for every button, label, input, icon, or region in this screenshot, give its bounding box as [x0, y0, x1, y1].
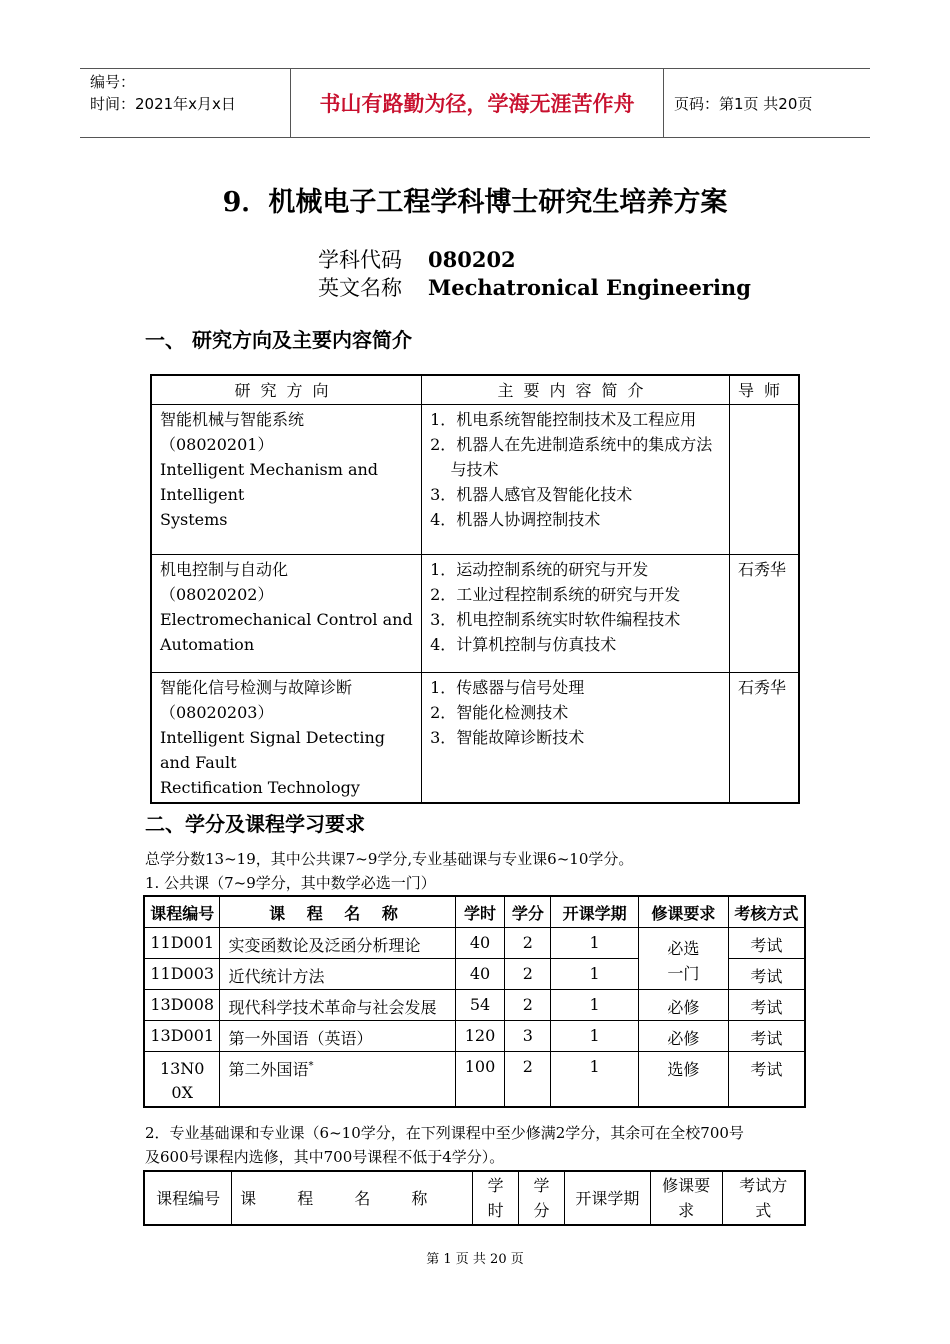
header-content: 主要内容简介 — [422, 375, 730, 405]
subject-code-value: 080202 — [428, 247, 516, 272]
direction-cell — [151, 405, 422, 555]
public-course-table — [143, 895, 806, 1108]
course-credit: 2 — [505, 959, 551, 990]
direction-cell — [151, 555, 422, 673]
course-exam: 考试 — [728, 1052, 805, 1108]
page-footer: 第 1 页 共 20 页 — [426, 1252, 524, 1267]
subject-code-line — [318, 244, 516, 274]
content-item: 2．机器人在先进制造系统中的集成方法 — [430, 435, 713, 454]
table-header-row — [144, 1171, 805, 1225]
header-hours — [473, 1171, 519, 1225]
content-item: 2．智能化检测技术 — [430, 703, 569, 722]
content-item: 1．传感器与信号处理 — [430, 678, 585, 697]
content-item: 2．工业过程控制系统的研究与开发 — [430, 585, 681, 604]
document-title: 9．机械电子工程学科博士研究生培养方案 — [222, 187, 728, 218]
direction-code: （08020201） — [160, 435, 274, 454]
header-hours: 学时 — [455, 896, 505, 928]
course-name: 近代统计方法 — [220, 959, 455, 990]
header-credit — [519, 1171, 565, 1225]
course-name: 第一外国语（英语） — [220, 1021, 455, 1052]
header-code: 课程编号 — [144, 896, 220, 928]
course-requirement: 必修 — [638, 990, 728, 1021]
course-name: 现代科学技术革命与社会发展 — [220, 990, 455, 1021]
content-item: 1．机电系统智能控制技术及工程应用 — [430, 410, 697, 429]
page-header — [80, 68, 870, 138]
table-row — [151, 555, 799, 673]
header-requirement — [650, 1171, 722, 1225]
requirement-text: 必选一门 — [667, 938, 700, 983]
content-item: 3．机器人感官及智能化技术 — [430, 485, 633, 504]
course-code-text: 13N00X — [159, 1059, 205, 1102]
header-meta — [80, 69, 291, 137]
course-code: 13D001 — [144, 1021, 220, 1052]
header-name: 课 程 名 称 — [232, 1171, 473, 1225]
english-name-label: 英文名称 — [318, 276, 402, 300]
header-exam-text: 考试方式 — [739, 1176, 788, 1220]
content-cell — [422, 673, 730, 804]
course-exam: 考试 — [728, 959, 805, 990]
header-exam: 考核方式 — [728, 896, 805, 928]
content-item: 4．计算机控制与仿真技术 — [430, 635, 617, 654]
content-cell — [422, 405, 730, 555]
header-term: 开课学期 — [551, 896, 639, 928]
course-requirement — [638, 928, 728, 990]
header-term: 开课学期 — [564, 1171, 650, 1225]
course-code: 13D008 — [144, 990, 220, 1021]
major-course-text-1: 2．专业基础课和专业课（6~10学分，在下列课程中至少修满2学分，其余可在全校700号 — [145, 1124, 744, 1142]
tutor-cell: 石秀华 — [729, 555, 799, 673]
direction-name: 智能机械与智能系统 — [160, 410, 305, 429]
course-hours: 120 — [455, 1021, 505, 1052]
course-exam: 考试 — [728, 928, 805, 959]
course-credit: 3 — [505, 1021, 551, 1052]
direction-code: （08020202） — [160, 585, 274, 604]
credits-text: 总学分数13~19，其中公共课7~9学分,专业基础课与专业课6~10学分。 — [145, 850, 634, 868]
header-motto: 书山有路勤为径，学海无涯苦作舟 — [291, 69, 664, 137]
content-item: 4．机器人协调控制技术 — [430, 510, 601, 529]
direction-en-cont: Systems — [160, 510, 228, 529]
table-header-row — [144, 896, 805, 928]
header-credit-text: 学分 — [533, 1176, 550, 1220]
public-course-title: 1. 公共课（7~9学分，其中数学必选一门） — [145, 874, 436, 892]
course-requirement: 必修 — [638, 1021, 728, 1052]
time-label: 时间：2021年x月x日 — [90, 95, 236, 113]
course-hours: 40 — [455, 928, 505, 959]
content-cell — [422, 555, 730, 673]
direction-name: 机电控制与自动化 — [160, 560, 289, 579]
major-course-text-2: 及600号课程内选修，其中700号课程不低于4学分）。 — [145, 1148, 505, 1166]
table-row — [144, 928, 805, 959]
direction-en: Electromechanical Control and — [160, 610, 413, 629]
course-name-text: 第二外国语 — [228, 1060, 309, 1079]
course-requirement: 选修 — [638, 1052, 728, 1108]
course-code: 11D003 — [144, 959, 220, 990]
course-code: 11D001 — [144, 928, 220, 959]
header-requirement-text: 修课要求 — [662, 1176, 711, 1220]
major-course-table — [143, 1170, 806, 1226]
subject-code-label: 学科代码 — [318, 248, 402, 272]
table-row — [144, 1021, 805, 1052]
header-code: 课程编号 — [144, 1171, 232, 1225]
course-credit: 2 — [505, 928, 551, 959]
english-name-value: Mechatronical Engineering — [428, 275, 751, 300]
header-direction: 研究方向 — [151, 375, 422, 405]
header-page-label: 页码：第1页 共20页 — [674, 94, 813, 113]
footnote-asterisk-icon: * — [308, 1060, 314, 1072]
course-term: 1 — [551, 1021, 639, 1052]
course-name — [220, 1052, 455, 1108]
content-item: 3．智能故障诊断技术 — [430, 728, 585, 747]
header-tutor: 导师 — [729, 375, 799, 405]
direction-name: 智能化信号检测与故障诊断 — [160, 678, 353, 697]
direction-cell — [151, 673, 422, 804]
header-name: 课 程 名 称 — [220, 896, 455, 928]
table-header-row — [151, 375, 799, 405]
course-hours: 40 — [455, 959, 505, 990]
table-row — [144, 990, 805, 1021]
content-item: 3．机电控制系统实时软件编程技术 — [430, 610, 681, 629]
course-exam: 考试 — [728, 990, 805, 1021]
course-credit: 2 — [505, 990, 551, 1021]
direction-en-cont: Automation — [160, 635, 255, 654]
table-row — [151, 673, 799, 804]
english-name-line — [318, 272, 751, 302]
direction-en: Intelligent Mechanism and Intelligent — [160, 460, 379, 504]
course-hours: 100 — [455, 1052, 505, 1108]
course-term: 1 — [551, 1052, 639, 1108]
table-row — [151, 405, 799, 555]
header-hours-text: 学时 — [487, 1176, 504, 1220]
course-name: 实变函数论及泛函分析理论 — [220, 928, 455, 959]
number-label: 编号： — [90, 73, 136, 91]
course-code — [144, 1052, 220, 1108]
table-row — [144, 1052, 805, 1108]
section-heading-2: 二、学分及课程学习要求 — [145, 812, 365, 836]
direction-code: （08020203） — [160, 703, 274, 722]
content-item: 与技术 — [430, 460, 499, 479]
header-credit: 学分 — [505, 896, 551, 928]
course-credit: 2 — [505, 1052, 551, 1108]
header-exam — [722, 1171, 805, 1225]
content-item: 1．运动控制系统的研究与开发 — [430, 560, 649, 579]
course-exam: 考试 — [728, 1021, 805, 1052]
course-term: 1 — [551, 959, 639, 990]
course-hours: 54 — [455, 990, 505, 1021]
course-term: 1 — [551, 990, 639, 1021]
research-direction-table — [150, 374, 800, 804]
header-requirement: 修课要求 — [638, 896, 728, 928]
direction-en-cont: Rectification Technology — [160, 778, 360, 797]
section-heading-1: 一、 研究方向及主要内容简介 — [145, 328, 412, 352]
tutor-cell — [729, 405, 799, 555]
tutor-cell: 石秀华 — [729, 673, 799, 804]
course-term: 1 — [551, 928, 639, 959]
direction-en: Intelligent Signal Detecting and Fault — [160, 728, 386, 772]
